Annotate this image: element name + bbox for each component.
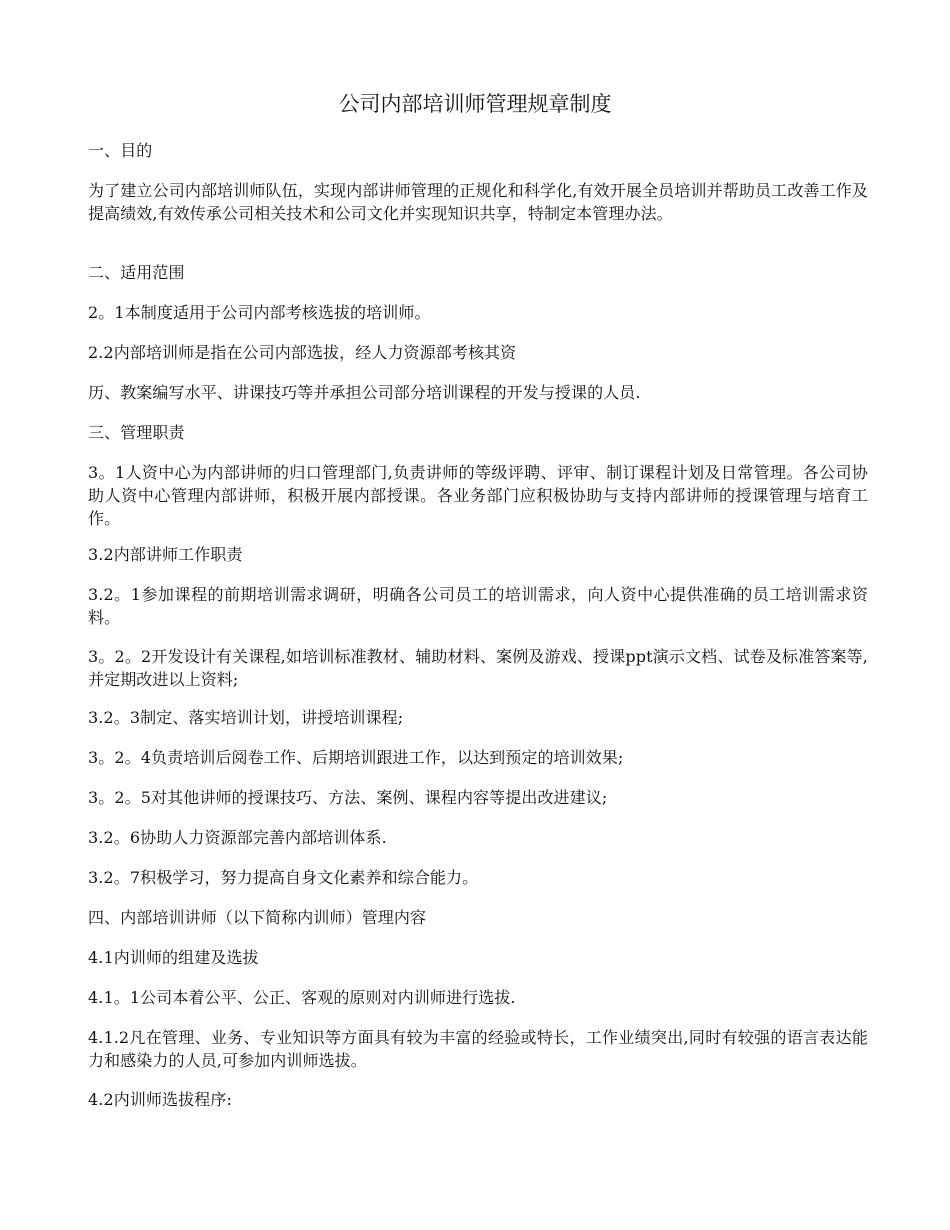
paragraph-3-2-6: 3.2。6协助人力资源部完善内部培训体系. bbox=[88, 828, 387, 847]
paragraph-3-2-1: 3.2。1参加课程的前期培训需求调研，明确各公司员工的培训需求，向人资中心提供准确的员工培训需求资料。 bbox=[88, 585, 868, 627]
paragraph-4-1-heading: 4.1内训师的组建及选拔 bbox=[88, 948, 259, 967]
paragraph-2-2: 2.2内部培训师是指在公司内部选拔，经人力资源部考核其资 bbox=[88, 343, 517, 362]
section-heading-responsibilities: 三、管理职责 bbox=[88, 423, 185, 442]
paragraph-3-2-4: 3。2。4负责培训后阅卷工作、后期培训跟进工作，以达到预定的培训效果; bbox=[88, 748, 624, 767]
paragraph-3-2-5: 3。2。5对其他讲师的授课技巧、方法、案例、课程内容等提出改进建议; bbox=[88, 788, 608, 807]
paragraph-3-2-heading: 3.2内部讲师工作职责 bbox=[88, 545, 243, 564]
paragraph-purpose: 为了建立公司内部培训师队伍，实现内部讲师管理的正规化和科学化,有效开展全员培训并帮助员工改善工作及提高绩效,有效传承公司相关技术和公司文化并实现知识共享，特制定本管理办法。 bbox=[88, 181, 868, 223]
paragraph-3-1: 3。1人资中心为内部讲师的归口管理部门,负责讲师的等级评聘、评审、制订课程计划及日常管理。各公司协助人资中心管理内部讲师，积极开展内部授课。各业务部门应积极协助与支持内部讲师的授课管理与培育工作。 bbox=[88, 463, 868, 528]
section-heading-scope: 二、适用范围 bbox=[88, 263, 185, 282]
paragraph-3-2-3: 3.2。3制定、落实培训计划，讲授培训课程; bbox=[88, 708, 404, 727]
paragraph-4-2-heading: 4.2内训师选拔程序: bbox=[88, 1090, 232, 1109]
paragraph-4-1-1: 4.1。1公司本着公平、公正、客观的原则对内训师进行选拔. bbox=[88, 988, 516, 1007]
section-heading-purpose: 一、目的 bbox=[88, 141, 153, 160]
section-heading-management-content: 四、内部培训讲师（以下简称内训师）管理内容 bbox=[88, 908, 427, 927]
paragraph-3-2-7: 3.2。7积极学习，努力提高自身文化素养和综合能力。 bbox=[88, 868, 479, 887]
paragraph-2-1: 2。1本制度适用于公司内部考核选拔的培训师。 bbox=[88, 303, 431, 322]
paragraph-2-2-continued: 历、教案编写水平、讲课技巧等并承担公司部分培训课程的开发与授课的人员. bbox=[88, 383, 641, 402]
document-title: 公司内部培训师管理规章制度 bbox=[338, 92, 612, 116]
paragraph-3-2-2: 3。2。2开发设计有关课程,如培训标准教材、辅助材料、案例及游戏、授课ppt演示文档、试卷及标准答案等,并定期改进以上资料; bbox=[88, 647, 868, 689]
paragraph-4-1-2: 4.1.2凡在管理、业务、专业知识等方面具有较为丰富的经验或特长，工作业绩突出,同时有较强的语言表达能力和感染力的人员,可参加内训师选拔。 bbox=[88, 1028, 868, 1070]
